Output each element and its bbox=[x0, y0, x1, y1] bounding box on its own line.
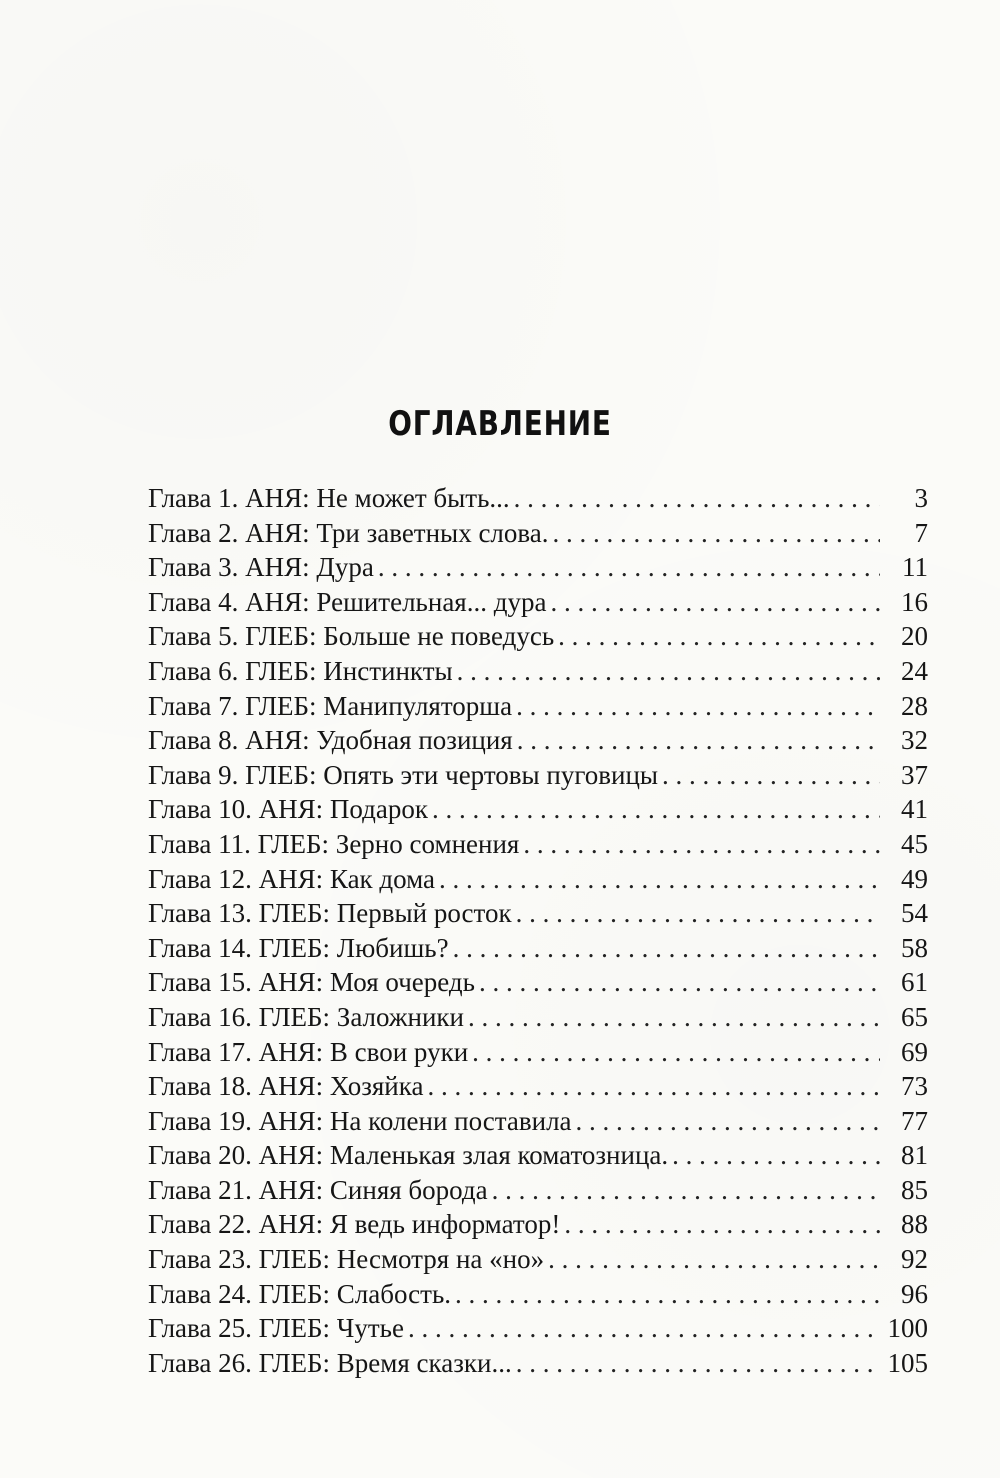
toc-leader-dots bbox=[548, 1242, 880, 1277]
toc-entry-page-number: 16 bbox=[901, 586, 928, 617]
toc-entry bbox=[148, 827, 928, 862]
toc-entry bbox=[148, 654, 928, 689]
toc-entry bbox=[148, 1346, 928, 1381]
toc-entry-label: Глава 2. АНЯ: Три заветных слова. bbox=[148, 517, 549, 548]
toc-entry-page-number: 7 bbox=[914, 517, 928, 548]
toc-leader-dots bbox=[558, 619, 880, 654]
toc-entry bbox=[148, 896, 928, 931]
toc-entry bbox=[148, 1000, 928, 1035]
toc-entry bbox=[148, 1069, 928, 1104]
toc-list bbox=[148, 481, 928, 1380]
toc-entry-page-number: 92 bbox=[901, 1244, 928, 1275]
toc-leader-dots bbox=[516, 1346, 880, 1381]
toc-entry-page-number: 24 bbox=[901, 655, 928, 686]
toc-entry bbox=[148, 585, 928, 620]
toc-entry bbox=[148, 619, 928, 654]
toc-entry-label: Глава 7. ГЛЕБ: Манипуляторша bbox=[148, 690, 513, 721]
toc-leader-dots bbox=[517, 723, 880, 758]
toc-entry-label: Глава 13. ГЛЕБ: Первый росток bbox=[148, 898, 512, 929]
toc-title: ОГЛАВЛЕНИЕ bbox=[388, 404, 612, 444]
toc-entry-page-number: 65 bbox=[901, 1001, 928, 1032]
toc-entry-label: Глава 25. ГЛЕБ: Чутье bbox=[148, 1313, 404, 1344]
toc-leader-dots bbox=[455, 1277, 880, 1312]
toc-entry bbox=[148, 1242, 928, 1277]
toc-entry-page-number: 77 bbox=[901, 1105, 928, 1136]
toc-entry-label: Глава 19. АНЯ: На колени поставила bbox=[148, 1105, 572, 1136]
toc-entry-label: Глава 3. АНЯ: Дура bbox=[148, 552, 374, 583]
toc-leader-dots bbox=[672, 1138, 880, 1173]
toc-entry bbox=[148, 792, 928, 827]
toc-entry-label: Глава 4. АНЯ: Решительная... дура bbox=[148, 586, 547, 617]
toc-entry bbox=[148, 931, 928, 966]
toc-leader-dots bbox=[468, 1000, 880, 1035]
toc-entry-page-number: 28 bbox=[901, 690, 928, 721]
toc-leader-dots bbox=[523, 827, 880, 862]
toc-leader-dots bbox=[378, 550, 880, 585]
toc-entry-label: Глава 8. АНЯ: Удобная позиция bbox=[148, 725, 513, 756]
toc-leader-dots bbox=[516, 896, 880, 931]
toc-leader-dots bbox=[514, 481, 880, 516]
toc-entry-page-number: 45 bbox=[901, 828, 928, 859]
toc-leader-dots bbox=[662, 758, 880, 793]
toc-entry-label: Глава 18. АНЯ: Хозяйка bbox=[148, 1071, 424, 1102]
toc-leader-dots bbox=[516, 689, 880, 724]
toc-leader-dots bbox=[439, 862, 880, 897]
toc-entry-page-number: 20 bbox=[901, 621, 928, 652]
toc-entry bbox=[148, 1104, 928, 1139]
toc-entry bbox=[148, 1207, 928, 1242]
toc-leader-dots bbox=[453, 931, 880, 966]
toc-entry-page-number: 41 bbox=[901, 794, 928, 825]
toc-entry-page-number: 73 bbox=[901, 1071, 928, 1102]
toc-entry-label: Глава 16. ГЛЕБ: Заложники bbox=[148, 1001, 464, 1032]
toc-entry bbox=[148, 1138, 928, 1173]
toc-entry bbox=[148, 758, 928, 793]
toc-entry-label: Глава 6. ГЛЕБ: Инстинкты bbox=[148, 655, 453, 686]
toc-entry-page-number: 61 bbox=[901, 967, 928, 998]
toc-entry bbox=[148, 516, 928, 551]
toc-entry-label: Глава 14. ГЛЕБ: Любишь? bbox=[148, 932, 449, 963]
toc-entry bbox=[148, 1277, 928, 1312]
toc-entry-page-number: 105 bbox=[887, 1347, 928, 1378]
toc-entry-label: Глава 24. ГЛЕБ: Слабость. bbox=[148, 1278, 452, 1309]
toc-leader-dots bbox=[550, 585, 880, 620]
toc-leader-dots bbox=[472, 1035, 880, 1070]
toc-entry-page-number: 85 bbox=[901, 1174, 928, 1205]
toc-leader-dots bbox=[492, 1173, 880, 1208]
toc-entry-page-number: 81 bbox=[901, 1140, 928, 1171]
toc-entry-page-number: 37 bbox=[901, 759, 928, 790]
toc-entry-page-number: 49 bbox=[901, 863, 928, 894]
toc-entry-label: Глава 12. АНЯ: Как дома bbox=[148, 863, 436, 894]
toc-entry bbox=[148, 1311, 928, 1346]
toc-entry-label: Глава 23. ГЛЕБ: Несмотря на «но» bbox=[148, 1244, 545, 1275]
toc-entry bbox=[148, 550, 928, 585]
toc-entry-page-number: 3 bbox=[914, 483, 928, 513]
toc-entry-label: Глава 9. ГЛЕБ: Опять эти чертовы пуговицы bbox=[148, 759, 659, 790]
toc-entry-label: Глава 21. АНЯ: Синяя борода bbox=[148, 1174, 488, 1205]
toc-entry bbox=[148, 965, 928, 1000]
toc-leader-dots bbox=[576, 1104, 880, 1139]
toc-entry-page-number: 11 bbox=[902, 552, 928, 583]
toc-entry-label: Глава 10. АНЯ: Подарок bbox=[148, 794, 428, 825]
toc-entry bbox=[148, 689, 928, 724]
toc-entry-page-number: 88 bbox=[901, 1209, 928, 1240]
toc-entry-label: Глава 5. ГЛЕБ: Больше не поведусь bbox=[148, 621, 555, 652]
toc-entry-label: Глава 20. АНЯ: Маленькая злая коматозница. bbox=[148, 1140, 669, 1171]
toc-entry bbox=[148, 1035, 928, 1070]
toc-entry-page-number: 100 bbox=[887, 1313, 928, 1344]
toc-entry bbox=[148, 862, 928, 897]
toc-entry-label: Глава 11. ГЛЕБ: Зерно сомнения bbox=[148, 828, 520, 859]
toc-leader-dots bbox=[564, 1207, 880, 1242]
toc-entry bbox=[148, 723, 928, 758]
toc-entry-page-number: 32 bbox=[901, 725, 928, 756]
toc-entry-label: Глава 1. АНЯ: Не может быть... bbox=[148, 483, 510, 513]
toc-leader-dots bbox=[457, 654, 880, 689]
toc-entry-label: Глава 26. ГЛЕБ: Время сказки... bbox=[148, 1347, 512, 1378]
toc-leader-dots bbox=[408, 1311, 880, 1346]
toc-entry-label: Глава 17. АНЯ: В свои руки bbox=[148, 1036, 469, 1067]
toc-entry-page-number: 54 bbox=[901, 898, 928, 929]
toc-leader-dots bbox=[479, 965, 880, 1000]
toc-entry-page-number: 96 bbox=[901, 1278, 928, 1309]
toc-entry bbox=[148, 1173, 928, 1208]
toc-entry-page-number: 58 bbox=[901, 932, 928, 963]
toc-entry bbox=[148, 481, 928, 516]
toc-entry-label: Глава 15. АНЯ: Моя очередь bbox=[148, 967, 475, 998]
toc-leader-dots bbox=[432, 792, 880, 827]
toc-entry-label: Глава 22. АНЯ: Я ведь информатор! bbox=[148, 1209, 561, 1240]
toc-leader-dots bbox=[553, 516, 880, 551]
toc-entry-page-number: 69 bbox=[901, 1036, 928, 1067]
toc-leader-dots bbox=[427, 1069, 880, 1104]
